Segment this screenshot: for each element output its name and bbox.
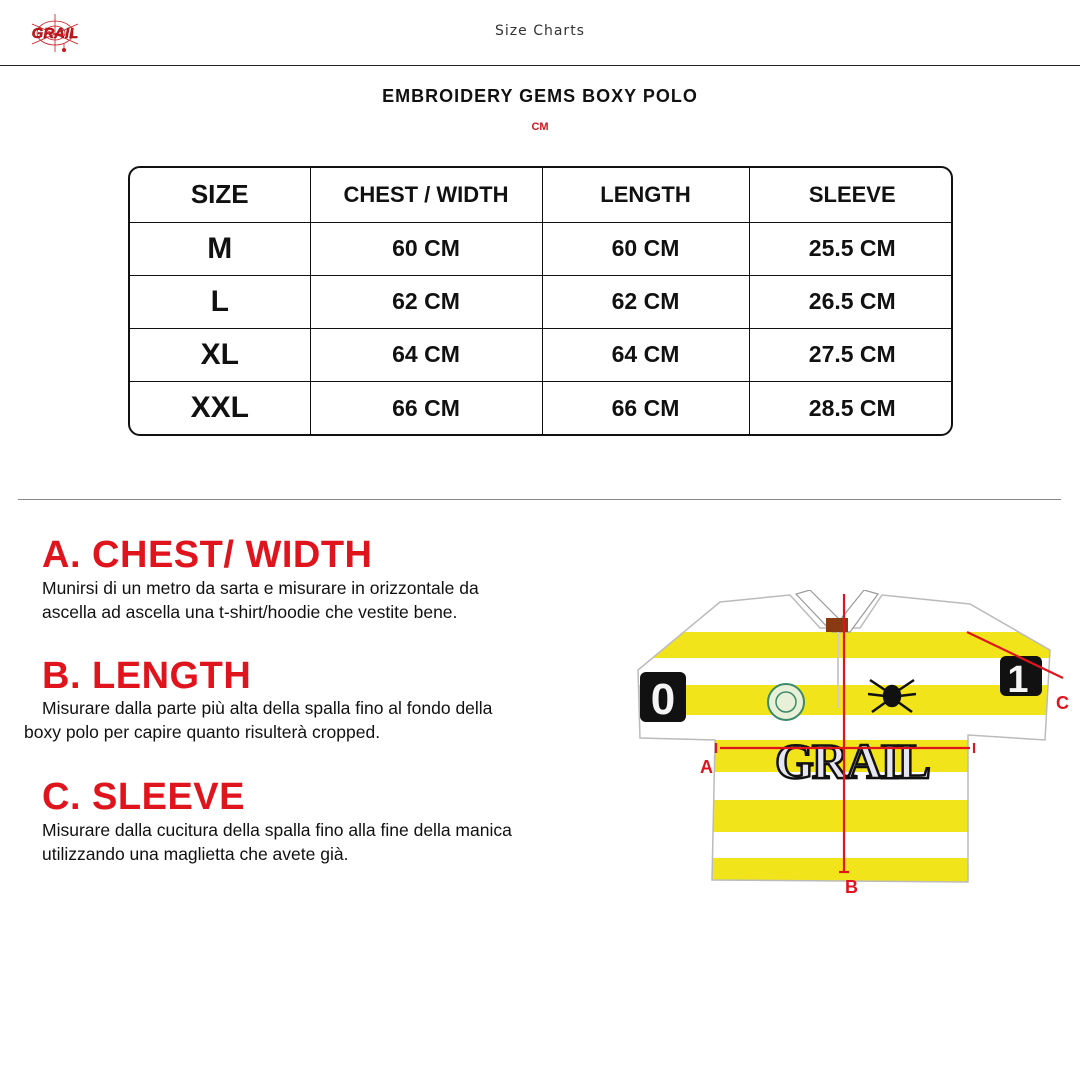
sleeve-text-line: utilizzando una maglietta che avete già. — [42, 844, 349, 864]
length-text-line: Misurare dalla parte più alta della spalla fino al fondo della — [42, 698, 493, 718]
chest-cell: 64 CM — [310, 328, 542, 381]
length-cell: 62 CM — [542, 275, 749, 328]
unit-label: CM — [531, 121, 549, 133]
sleeve-cell: 25.5 CM — [749, 222, 953, 275]
size-cell: XL — [130, 328, 310, 381]
table-row — [130, 328, 953, 381]
length-cell: 64 CM — [542, 328, 749, 381]
header-bar — [0, 0, 1080, 66]
svg-text:1: 1 — [1007, 659, 1029, 701]
chest-heading: A. CHEST/ WIDTH — [42, 534, 373, 576]
length-cell: 66 CM — [542, 382, 749, 434]
column-header: CHEST / WIDTH — [310, 168, 542, 222]
length-cell: 60 CM — [542, 222, 749, 275]
length-heading: B. LENGTH — [42, 655, 252, 697]
sleeve-cell: 28.5 CM — [749, 382, 953, 434]
column-header: SLEEVE — [749, 168, 953, 222]
label-c: C — [1056, 693, 1069, 713]
section-divider — [18, 499, 1061, 500]
page-title: Size Charts — [495, 23, 585, 39]
length-text-line: boxy polo per capire quanto risulterà cropped. — [24, 722, 381, 742]
chest-text-line: ascella ad ascella una t-shirt/hoodie che vestite bene. — [42, 602, 458, 622]
sleeve-heading: C. SLEEVE — [42, 776, 245, 818]
table-header-row — [130, 168, 953, 222]
column-header: LENGTH — [542, 168, 749, 222]
grail-print: GRAIL — [775, 733, 929, 789]
chest-cell: 66 CM — [310, 382, 542, 434]
chest-text-line: Munirsi di un metro da sarta e misurare in orizzontale da — [42, 578, 479, 598]
column-header: SIZE — [130, 168, 310, 222]
table-row — [130, 275, 953, 328]
size-cell: XXL — [130, 382, 310, 434]
chest-cell: 60 CM — [310, 222, 542, 275]
crest-patch — [768, 684, 804, 720]
table-row — [130, 382, 953, 434]
label-a: A — [700, 757, 713, 777]
size-table — [128, 166, 953, 436]
sleeve-text-line: Misurare dalla cucitura della spalla fino alla fine della manica — [42, 820, 512, 840]
chest-cell: 62 CM — [310, 275, 542, 328]
product-title: EMBROIDERY GEMS BOXY POLO — [382, 86, 698, 106]
sleeve-number-left — [640, 672, 686, 724]
polo-measurement-diagram — [620, 590, 1080, 900]
svg-text:0: 0 — [650, 675, 676, 724]
sleeve-number-right — [1000, 656, 1042, 701]
size-cell: L — [130, 275, 310, 328]
svg-text:GRAIL: GRAIL — [31, 25, 79, 42]
table-row — [130, 222, 953, 275]
label-b: B — [845, 877, 858, 897]
sleeve-cell: 26.5 CM — [749, 275, 953, 328]
size-cell: M — [130, 222, 310, 275]
sleeve-cell: 27.5 CM — [749, 328, 953, 381]
